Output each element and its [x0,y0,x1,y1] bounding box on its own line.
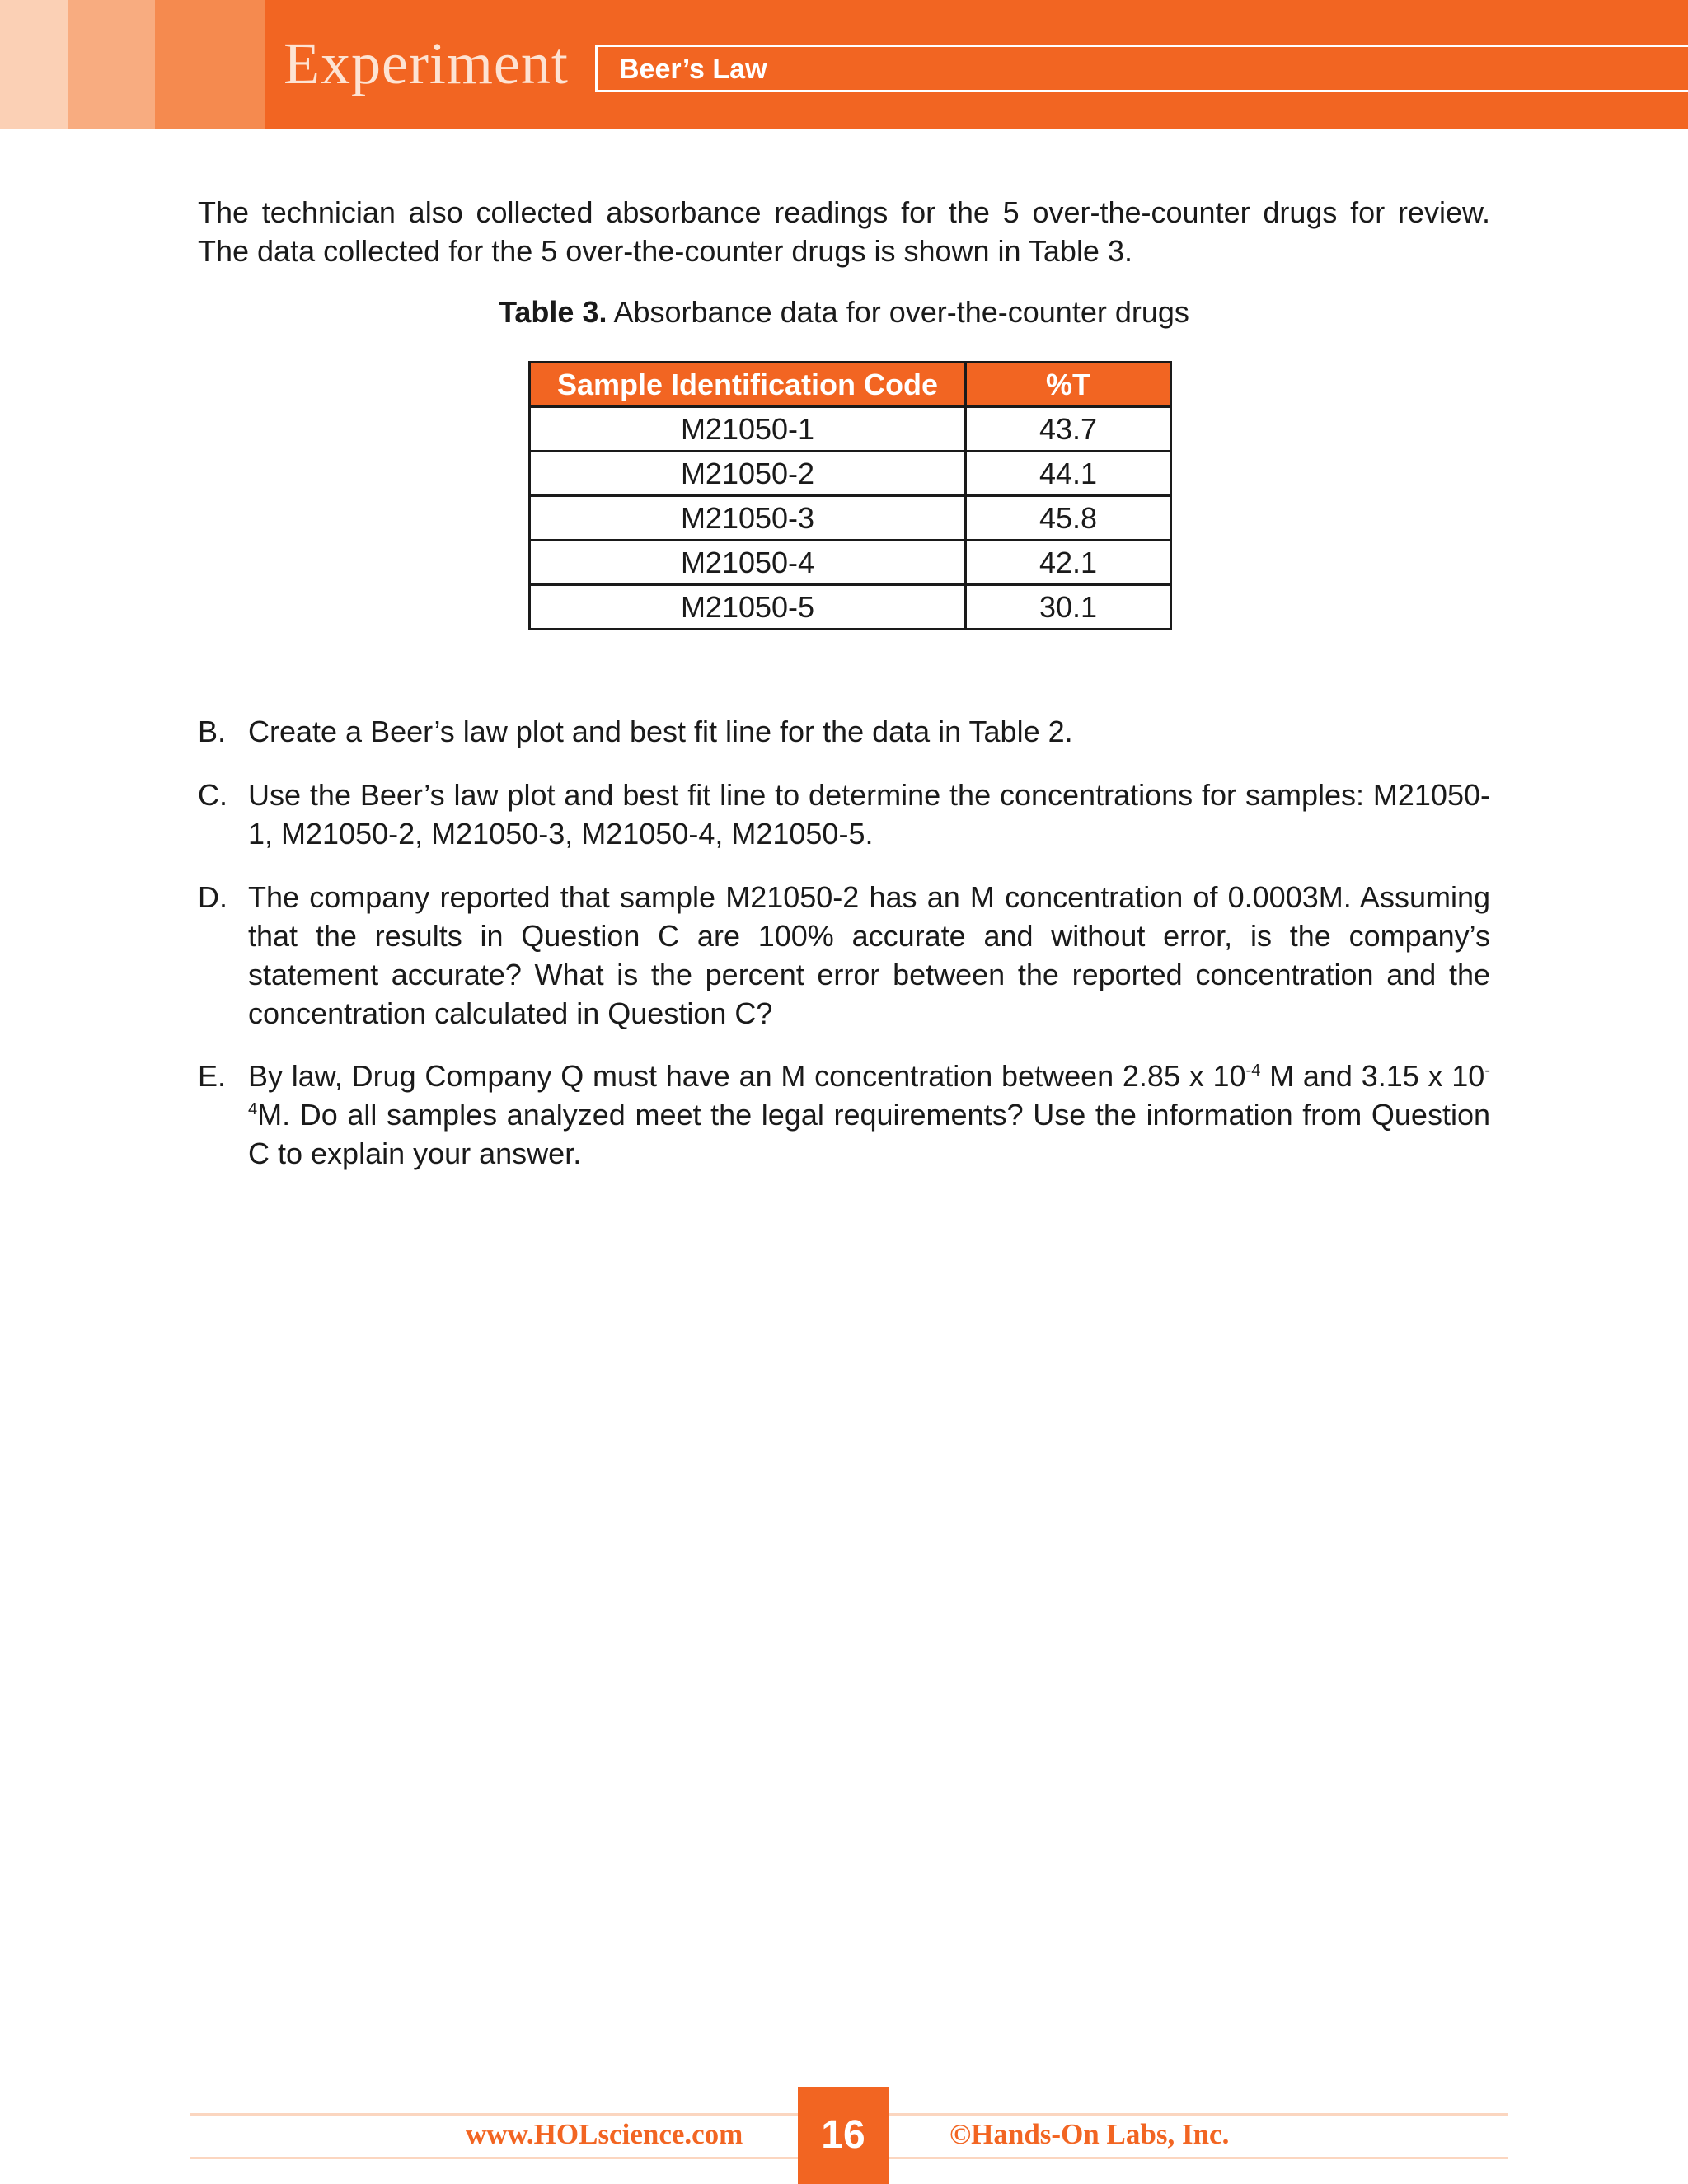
question-text-part: M. Do all samples analyzed meet the legal requirements? Use the information from Question C to explain your answer. [248,1098,1490,1170]
question-b [198,712,1490,751]
header-title: Experiment [284,30,569,96]
table-row [530,407,1171,452]
table-row [530,541,1171,585]
table-row [530,496,1171,541]
question-letter: B. [198,715,227,748]
question-d [198,878,1490,1033]
column-header: %T [966,363,1171,407]
footer-url: www.HOLscience.com [466,2118,743,2150]
question-letter: D. [198,880,227,914]
sample-code-cell: M21050-3 [530,496,966,541]
table-caption-label: Table 3. [499,295,607,329]
question-e [198,1057,1490,1173]
sample-code-cell: M21050-5 [530,585,966,630]
sample-code-cell: M21050-2 [530,452,966,496]
question-letter: C. [198,778,227,812]
table-header-row [530,363,1171,407]
transmittance-cell: 30.1 [966,585,1171,630]
question-text: Create a Beer’s law plot and best fit line for the data in Table 2. [248,715,1073,748]
question-text: Use the Beer’s law plot and best fit line to determine the concentrations for samples: M21050-1, M21050-2, M21050-3, M21050-4, M21050-5. [248,778,1490,851]
transmittance-cell: 42.1 [966,541,1171,585]
footer-copyright: ©Hands-On Labs, Inc. [950,2118,1230,2150]
sample-code-cell: M21050-1 [530,407,966,452]
question-c [198,776,1490,853]
question-text [248,1057,1490,1173]
table-caption [0,293,1688,331]
transmittance-cell: 43.7 [966,407,1171,452]
question-text-part: By law, Drug Company Q must have an M concentration between 2.85 x 10 [248,1059,1246,1093]
exponent: -4 [1245,1062,1261,1080]
header-stripe [68,0,155,129]
header-stripe [155,0,265,129]
question-letter: E. [198,1059,227,1093]
header-subtitle: Beer’s Law [619,54,767,85]
page-header [0,0,1688,129]
table-row [530,452,1171,496]
absorbance-table [528,361,1172,630]
header-subtitle-box [595,45,1688,92]
transmittance-cell: 44.1 [966,452,1171,496]
transmittance-cell: 45.8 [966,496,1171,541]
question-text-part: M and 3.15 x 10 [1260,1059,1485,1093]
page-number: 16 [798,2087,889,2184]
question-text: The company reported that sample M21050-2 has an M concentration of 0.0003M. Assuming that the results in Question C are 100% accurate and without error, is the company’s statement accurate? What is the percent error between the reported concentration and the concentration calculated in Question C? [248,880,1490,1030]
table-row [530,585,1171,630]
sample-code-cell: M21050-4 [530,541,966,585]
column-header: Sample Identification Code [530,363,966,407]
table-caption-text: Absorbance data for over-the-counter drugs [607,295,1189,329]
intro-paragraph: The technician also collected absorbance readings for the 5 over-the-counter drugs for review. The data collected for the 5 over-the-counter drugs is shown in Table 3. [198,195,1490,268]
header-stripe [0,0,68,129]
exponent: -4 [248,1062,1490,1118]
